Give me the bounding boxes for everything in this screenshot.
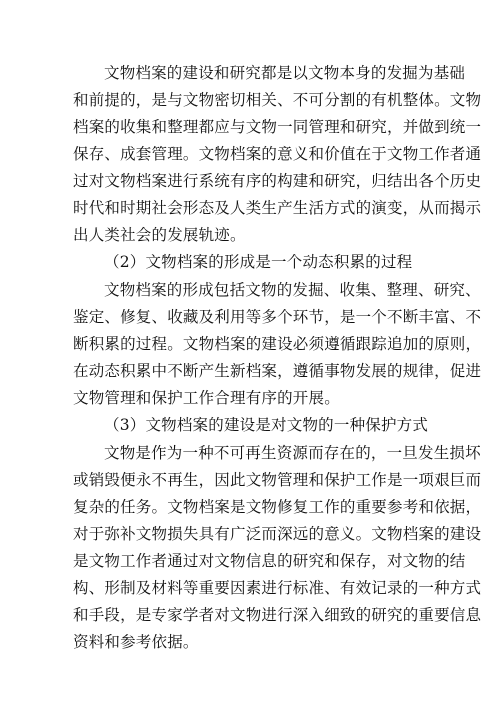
paragraph-3-line-6: 构、形制及材料等重要因素进行标准、有效记录的一种方式 — [73, 579, 482, 597]
paragraph-1-line-7: 出人类社会的发展轨迹。 — [73, 226, 246, 244]
paragraph-1-line-4: 保存、成套管理。文物档案的意义和价值在于文物工作者通 — [73, 145, 482, 163]
paragraph-1-line-2: 和前提的，是与文物密切相关、不可分割的有机整体。文物 — [73, 91, 482, 109]
section-heading-3: （3）文物档案的建设是对文物的一种保护方式 — [104, 416, 429, 434]
paragraph-3-line-2: 或销毁便永不再生，因此文物管理和保护工作是一项艰巨而 — [73, 471, 482, 489]
paragraph-1-line-5: 过对文物档案进行系统有序的构建和研究，归结出各个历史 — [73, 172, 482, 190]
paragraph-1-line-1: 文物档案的建设和研究都是以文物本身的发掘为基础 — [104, 64, 466, 82]
paragraph-2-line-3: 断积累的过程。文物档案的建设必须遵循跟踪追加的原则， — [73, 335, 482, 353]
paragraph-3-line-3: 复杂的任务。文物档案是文物修复工作的重要参考和依据， — [73, 498, 482, 516]
paragraph-1-line-3: 档案的收集和整理都应与文物一同管理和研究，并做到统一 — [73, 118, 482, 136]
paragraph-1-line-6: 时代和时期社会形态及人类生产生活方式的演变，从而揭示 — [73, 199, 482, 217]
paragraph-2-line-2: 鉴定、修复、收藏及利用等多个环节，是一个不断丰富、不 — [73, 308, 482, 326]
paragraph-3-line-1: 文物是作为一种不可再生资源而存在的，一旦发生损坏 — [104, 444, 481, 462]
paragraph-3-line-4: 对于弥补文物损失具有广泛而深远的意义。文物档案的建设 — [73, 525, 482, 543]
paragraph-2-line-1: 文物档案的形成包括文物的发掘、收集、整理、研究、 — [104, 281, 481, 299]
paragraph-3-line-8: 资料和参考依据。 — [73, 633, 199, 651]
paragraph-2-line-4: 在动态积累中不断产生新档案，遵循事物发展的规律，促进 — [73, 362, 482, 380]
section-heading-2: （2）文物档案的形成是一个动态积累的过程 — [104, 253, 413, 271]
paragraph-2-line-5: 文物管理和保护工作合理有序的开展。 — [73, 389, 340, 407]
paragraph-3-line-5: 是文物工作者通过对文物信息的研究和保存，对文物的结 — [73, 552, 466, 570]
paragraph-3-line-7: 和手段，是专家学者对文物进行深入细致的研究的重要信息 — [73, 606, 482, 624]
